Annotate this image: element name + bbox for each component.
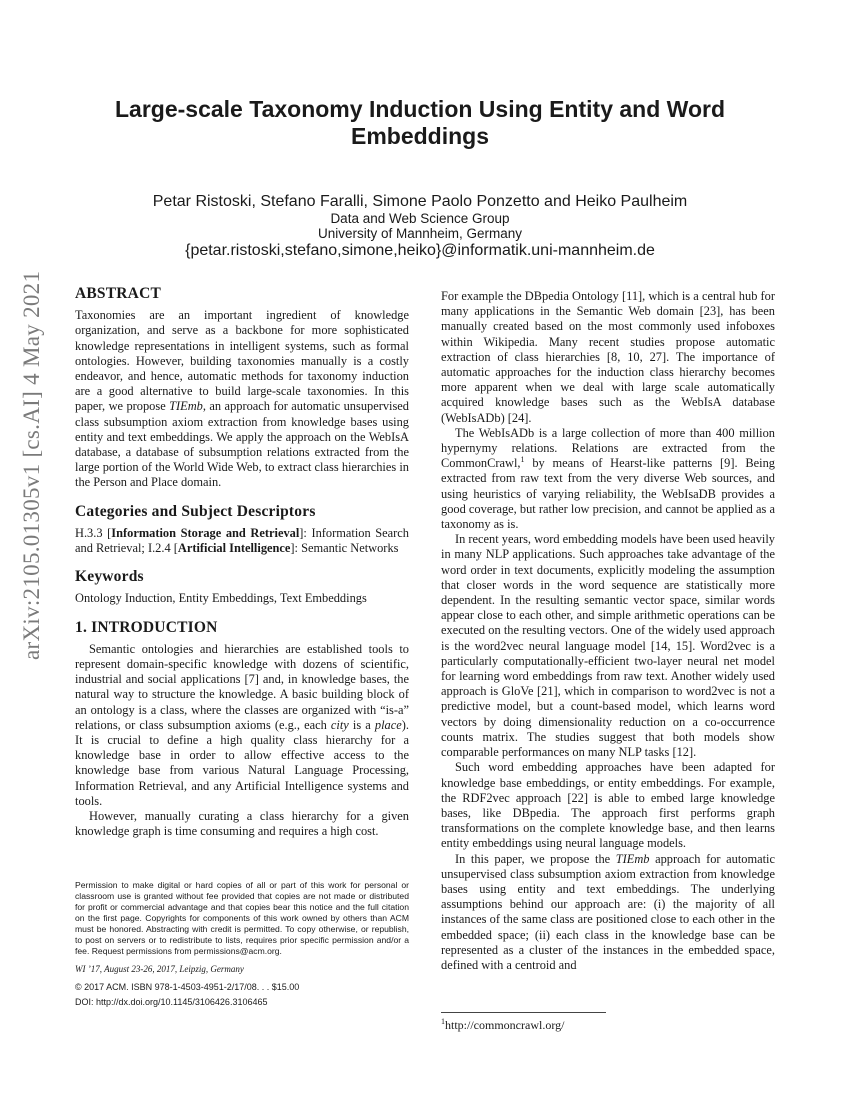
body-paragraph: In this paper, we propose the TIEmb approach for automatic unsupervised class subsumption axiom extraction from knowledge bases using entity and text embeddings. The underlying assumptions behind our approach are: (i) the majority of all instances of the same class are positioned close to each other in the embedded space; (ii) each class in the knowledge base can be represented as a cluster of the instances in the embedded space, defined with a centroid and	[441, 851, 775, 972]
title-block	[80, 96, 760, 260]
categories-heading: Categories and Subject Descriptors	[75, 502, 316, 520]
method-name: TIEmb	[169, 399, 203, 414]
right-column	[441, 289, 775, 973]
conference-info: WI ’17, August 23-26, 2017, Leipzig, Germany	[75, 964, 244, 974]
body-paragraph: For example the DBpedia Ontology [11], which is a central hub for many applications in the Semantic Web domain [23], has been manually created based on the most commonly used infoboxes within Wikipedia. Many recent studies propose automatic extraction of class hierarchies [8, 10, 27]. The importance of automatic approaches for the induction class hierarchy becomes more apparent when we deal with large scale automatically acquired knowledge bases such as the WebIsA database (WebIsADb) [24].	[441, 289, 775, 425]
keywords-heading: Keywords	[75, 568, 144, 586]
body-paragraph: In recent years, word embedding models have been used heavily in many NLP applications. Such approaches take advantage of the word order in text documents, explicitly modeling the assumption that closer words in the word sequence are statistically more dependent. In the resulting semantic vector space, similar words appear close to each other, and simple arithmetic operations can be executed on the resulting vectors. One of the widely used approach is the word2vec neural language model [14, 15]. Word2vec is a particularly computationally-efficient two-layer neural net model for learning word embeddings from raw text. Another widely used approach is GloVe [21], which in comparison to word2vec is not a predictive model, but a count-based model, which learns word vectors by doing dimensionality reduction on a co-occurrence counts matrix. The studies suggest that both models show comparable performances on many NLP tasks [12].	[441, 532, 775, 760]
categories-text: H.3.3 [Information Storage and Retrieval]: Information Search and Retrieval; I.2.4 [Artificial Intelligence]: Semantic Networks	[75, 525, 409, 556]
doi-link: DOI: http://dx.doi.org/10.1145/3106426.3106465	[75, 997, 268, 1007]
body-paragraph: Such word embedding approaches have been adapted for knowledge base embeddings, or entity embeddings. For example, the RDF2vec approach [22] is able to embed large knowledge bases, like DBpedia. The approach first performs graph transformations on the complete knowledge base, and then learns entity embeddings using neural language models.	[441, 760, 775, 851]
body-paragraph: The WebIsADb is a large collection of more than 400 million hypernymy relations. Relations are extracted from the CommonCrawl,$^1$ by means of Hearst-like patterns [9]. Being extracted from raw text from the very diverse Web sources, and using heuristics of varying reliability, the WebIsaDB provides a good coverage, but rather low precision, and cannot be applied as a taxonomy as is.	[441, 425, 775, 532]
introduction-paragraph: Semantic ontologies and hierarchies are established tools to represent domain-specific knowledge with dozens of scientific, industrial and social applications [7] and, in knowledge bases, the natural way to structure the knowledge. A basic building block of an ontology is a class, where the classes are organized with “is-a” relations, or class subsumption axioms (e.g., each city is a place). It is crucial to define a high quality class hierarchy for a knowledge base in order to allow effective access to the knowledge base from various Natural Language Processing, Information Retrieval, and any Artificial Intelligence systems and tools.	[75, 641, 409, 808]
footnote-divider	[441, 1012, 606, 1013]
arxiv-identifier-stamp: arXiv:2105.01305v1 [cs.AI] 4 May 2021	[19, 270, 44, 660]
footnote-marker: 1	[520, 455, 525, 465]
author-emails: {petar.ristoski,stefano,simone,heiko}@informatik.uni-mannheim.de	[185, 242, 655, 259]
footnote: $^1$http://commoncrawl.org/	[441, 1017, 565, 1032]
affiliation-group: Data and Web Science Group	[330, 211, 510, 226]
keywords-text: Ontology Induction, Entity Embeddings, Text Embeddings	[75, 591, 367, 606]
paper-title: Large-scale Taxonomy Induction Using Entity and Word Embeddings	[115, 96, 725, 149]
abstract-heading: ABSTRACT	[75, 285, 162, 302]
method-name: TIEmb	[615, 851, 650, 866]
introduction-paragraph: However, manually curating a class hierarchy for a given knowledge graph is time consuming and requires a high cost.	[75, 809, 409, 839]
author-list: Petar Ristoski, Stefano Faralli, Simone Paolo Ponzetto and Heiko Paulheim	[152, 193, 688, 210]
copyright-info: © 2017 ACM. ISBN 978-1-4503-4951-2/17/08. . . $15.00	[75, 982, 300, 992]
introduction-heading: 1. INTRODUCTION	[75, 618, 218, 636]
footnote-url: http://commoncrawl.org/	[445, 1018, 565, 1032]
left-column	[75, 286, 409, 840]
permission-notice: Permission to make digital or hard copies of all or part of this work for personal or classroom use is granted without fee provided that copies are not made or distributed for profit or commercial advantage and that copies bear this notice and the full citation on the first page. Copyrights for components of this work owned by others than ACM must be honored. Abstracting with credit is permitted. To copy otherwise, or republish, to post on servers or to redistribute to lists, requires prior specific permission and/or a fee. Request permissions from permissions@acm.org.	[75, 880, 409, 956]
affiliation-university: University of Mannheim, Germany	[317, 226, 523, 241]
abstract-text: Taxonomies are an important ingredient of knowledge organization, and serve as a backbone for more sophisticated knowledge representations in intelligent systems, such as formal ontologies. However, building taxonomies manually is a costly endeavor, and hence, automatic methods for taxonomy induction are a good alternative to build large-scale taxonomies. In this paper, we propose TIEmb, an approach for automatic unsupervised class subsumption axiom extraction from knowledge bases using entity and text embeddings. We apply the approach on the WebIsA database, a database of subsumption relations extracted from the large portion of the World Wide Web, to extract class hierarchies in the Person and Place domain.	[75, 308, 409, 490]
